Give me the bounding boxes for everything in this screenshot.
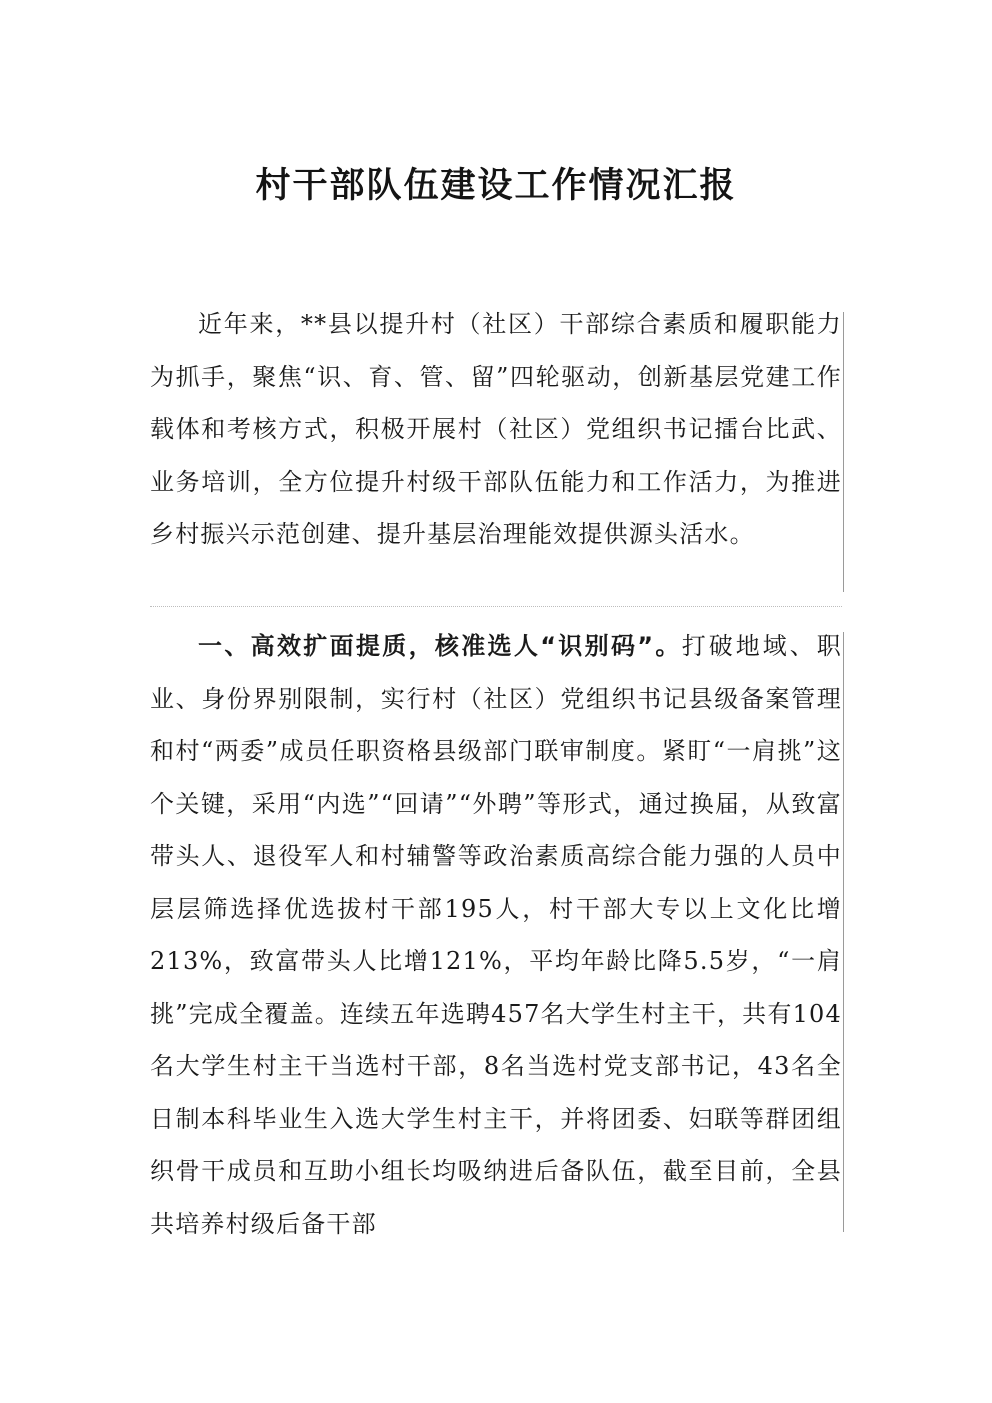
paragraph-intro-text: 近年来，**县以提升村（社区）干部综合素质和履职能力为抓手，聚焦“识、育、管、留”四轮驱动，创新基层党建工作载体和考核方式，积极开展村（社区）党组织书记擂台比武、业务培训，全方位提升村级干部队伍能力和工作活力，为推进乡村振兴示范创建、提升基层治理能效提供源头活水。	[150, 310, 842, 548]
margin-line	[843, 312, 844, 592]
section-heading: 一、高效扩面提质，核准选人“识别码”。	[198, 632, 682, 660]
dotted-divider	[150, 606, 842, 607]
paragraph-intro	[150, 298, 842, 561]
document-title: 村干部队伍建设工作情况汇报	[255, 165, 737, 206]
paragraph-section-1-text: 打破地域、职业、身份界别限制，实行村（社区）党组织书记县级备案管理和村“两委”成员任职资格县级部门联审制度。紧盯“一肩挑”这个关键，采用“内选”“回请”“外聘”等形式，通过换届，从致富带头人、退役军人和村辅警等政治素质高综合能力强的人员中层层筛选择优选拔村干部195人，村干部大专以上文化比增213%，致富带头人比增121%，平均年龄比降5.5岁，“一肩挑”完成全覆盖。连续五年选聘457名大学生村主干，共有104名大学生村主干当选村干部，8名当选村党支部书记，43名全日制本科毕业生入选大学生村主干，并将团委、妇联等群团组织骨干成员和互助小组长均吸纳进后备队伍，截至目前，全县共培养村级后备干部	[150, 632, 843, 1238]
margin-line	[843, 632, 844, 1232]
paragraph-section-1	[150, 620, 842, 1250]
